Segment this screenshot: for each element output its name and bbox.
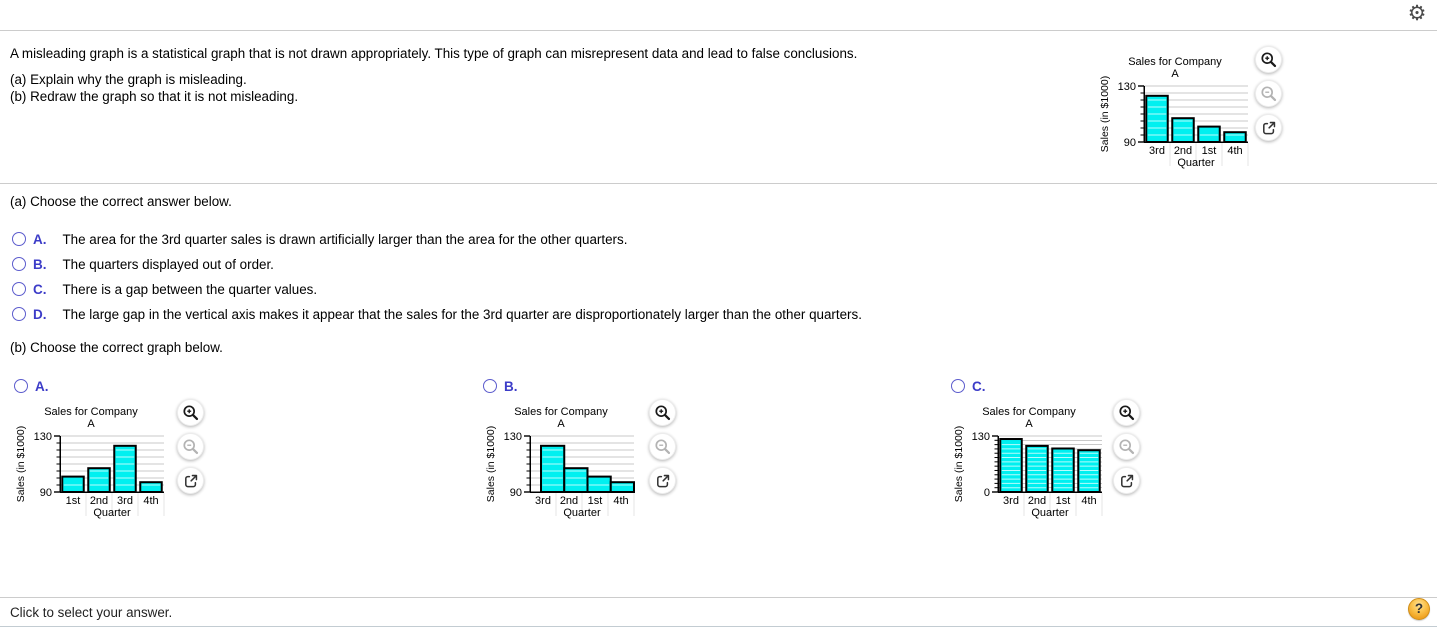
svg-text:Sales (in $1000): Sales (in $1000) bbox=[485, 425, 497, 503]
open-in-new-window-icon bbox=[655, 473, 671, 489]
zoom-in-button[interactable] bbox=[177, 399, 204, 426]
radio-button-c[interactable] bbox=[12, 282, 26, 296]
svg-text:Sales for Company: Sales for Company bbox=[44, 406, 138, 418]
zoom-in-button[interactable] bbox=[1255, 46, 1282, 73]
zoom-in-button[interactable] bbox=[1113, 399, 1140, 426]
zoom-out-icon bbox=[182, 438, 199, 455]
svg-text:Quarter: Quarter bbox=[1177, 157, 1215, 169]
svg-text:3rd: 3rd bbox=[117, 495, 133, 507]
graph-option-a[interactable] bbox=[10, 404, 174, 537]
graph-tools bbox=[1113, 399, 1140, 494]
svg-text:4th: 4th bbox=[613, 495, 629, 507]
open-in-new-window-button[interactable] bbox=[649, 467, 676, 494]
svg-text:Sales for Company: Sales for Company bbox=[982, 406, 1076, 418]
answer-option-d[interactable] bbox=[12, 307, 862, 322]
option-text: The quarters displayed out of order. bbox=[62, 257, 274, 272]
section-divider bbox=[0, 183, 1437, 184]
zoom-out-button[interactable] bbox=[649, 433, 676, 460]
svg-text:A: A bbox=[1171, 68, 1179, 80]
zoom-out-icon bbox=[1260, 85, 1277, 102]
footer-divider bbox=[0, 597, 1437, 598]
open-in-new-window-icon bbox=[1119, 473, 1135, 489]
section-b-prompt: (b) Choose the correct graph below. bbox=[10, 340, 223, 355]
graph-option-c-radio-row[interactable] bbox=[951, 379, 986, 394]
misleading-graph bbox=[1094, 54, 1258, 187]
open-in-new-window-button[interactable] bbox=[1113, 467, 1140, 494]
zoom-out-icon bbox=[654, 438, 671, 455]
svg-text:Sales (in $1000): Sales (in $1000) bbox=[953, 425, 965, 503]
option-text: The area for the 3rd quarter sales is drawn artificially larger than the area for the other quarters. bbox=[62, 232, 628, 247]
option-letter: B. bbox=[33, 257, 47, 272]
svg-text:Quarter: Quarter bbox=[563, 507, 601, 519]
svg-text:130: 130 bbox=[1117, 81, 1136, 93]
svg-text:A: A bbox=[557, 418, 565, 430]
svg-text:4th: 4th bbox=[1081, 495, 1097, 507]
zoom-in-icon bbox=[654, 404, 671, 421]
option-text: The large gap in the vertical axis makes it appear that the sales for the 3rd quarter are disproportionately larger than the other quarters. bbox=[62, 307, 862, 322]
zoom-out-button[interactable] bbox=[1255, 80, 1282, 107]
open-in-new-window-button[interactable] bbox=[1255, 114, 1282, 141]
svg-text:1st: 1st bbox=[65, 495, 81, 507]
svg-text:1st: 1st bbox=[1201, 145, 1217, 157]
zoom-in-button[interactable] bbox=[649, 399, 676, 426]
svg-text:130: 130 bbox=[503, 431, 522, 443]
option-letter: C. bbox=[33, 282, 47, 297]
zoom-in-icon bbox=[1260, 51, 1277, 68]
svg-text:130: 130 bbox=[971, 431, 990, 443]
radio-button-b[interactable] bbox=[12, 257, 26, 271]
option-letter: C. bbox=[972, 379, 986, 394]
header-divider bbox=[0, 30, 1437, 31]
svg-text:90: 90 bbox=[1123, 137, 1136, 149]
option-letter: A. bbox=[33, 232, 47, 247]
open-in-new-window-button[interactable] bbox=[177, 467, 204, 494]
radio-button-d[interactable] bbox=[12, 307, 26, 321]
zoom-out-button[interactable] bbox=[177, 433, 204, 460]
graph-option-b[interactable] bbox=[480, 404, 644, 537]
svg-text:90: 90 bbox=[39, 487, 52, 499]
zoom-in-icon bbox=[182, 404, 199, 421]
answer-option-a[interactable] bbox=[12, 232, 627, 247]
radio-button-graph-c[interactable] bbox=[951, 379, 965, 393]
radio-button-graph-b[interactable] bbox=[483, 379, 497, 393]
svg-text:2nd: 2nd bbox=[1173, 145, 1193, 157]
option-letter: A. bbox=[35, 379, 49, 394]
svg-text:2nd: 2nd bbox=[1027, 495, 1047, 507]
svg-text:Quarter: Quarter bbox=[1031, 507, 1069, 519]
svg-text:2nd: 2nd bbox=[89, 495, 109, 507]
svg-text:A: A bbox=[87, 418, 95, 430]
svg-text:2nd: 2nd bbox=[559, 495, 579, 507]
intro-item-a: (a) Explain why the graph is misleading. bbox=[10, 72, 247, 87]
graph-tools bbox=[177, 399, 204, 494]
answer-option-c[interactable] bbox=[12, 282, 317, 297]
svg-text:4th: 4th bbox=[143, 495, 159, 507]
radio-button-graph-a[interactable] bbox=[14, 379, 28, 393]
svg-text:0: 0 bbox=[983, 487, 990, 499]
zoom-out-button[interactable] bbox=[1113, 433, 1140, 460]
graph-tools bbox=[649, 399, 676, 494]
intro-item-b: (b) Redraw the graph so that it is not misleading. bbox=[10, 89, 299, 104]
panel-bottom-border bbox=[0, 626, 1437, 627]
svg-text:1st: 1st bbox=[587, 495, 603, 507]
question-mark-icon: ? bbox=[1414, 601, 1424, 616]
answer-option-b[interactable] bbox=[12, 257, 274, 272]
radio-button-a[interactable] bbox=[12, 232, 26, 246]
option-text: There is a gap between the quarter values. bbox=[62, 282, 318, 297]
svg-text:Sales (in $1000): Sales (in $1000) bbox=[15, 425, 27, 503]
svg-text:3rd: 3rd bbox=[1003, 495, 1019, 507]
help-button[interactable] bbox=[1408, 598, 1430, 620]
svg-text:Sales (in $1000): Sales (in $1000) bbox=[1099, 75, 1111, 153]
open-in-new-window-icon bbox=[183, 473, 199, 489]
svg-text:Quarter: Quarter bbox=[93, 507, 131, 519]
graph-tools bbox=[1255, 46, 1282, 141]
intro-text: A misleading graph is a statistical graph that is not drawn appropriately. This type of graph can misrepresent data and lead to false conclusions. bbox=[10, 46, 858, 61]
svg-text:3rd: 3rd bbox=[535, 495, 551, 507]
zoom-in-icon bbox=[1118, 404, 1135, 421]
section-a-prompt: (a) Choose the correct answer below. bbox=[10, 194, 232, 209]
open-in-new-window-icon bbox=[1261, 120, 1277, 136]
svg-text:90: 90 bbox=[509, 487, 522, 499]
svg-text:130: 130 bbox=[33, 431, 52, 443]
svg-text:Sales for Company: Sales for Company bbox=[514, 406, 608, 418]
gear-icon[interactable]: ⚙ bbox=[1405, 1, 1429, 25]
graph-option-a-radio-row[interactable] bbox=[14, 379, 49, 394]
option-letter: B. bbox=[504, 379, 518, 394]
footer-instruction: Click to select your answer. bbox=[10, 605, 173, 620]
graph-option-b-radio-row[interactable] bbox=[483, 379, 518, 394]
svg-text:3rd: 3rd bbox=[1149, 145, 1165, 157]
option-letter: D. bbox=[33, 307, 47, 322]
svg-text:4th: 4th bbox=[1227, 145, 1243, 157]
zoom-out-icon bbox=[1118, 438, 1135, 455]
svg-text:Sales for Company: Sales for Company bbox=[1128, 56, 1222, 68]
svg-text:1st: 1st bbox=[1055, 495, 1071, 507]
svg-text:A: A bbox=[1025, 418, 1033, 430]
graph-option-c[interactable] bbox=[948, 404, 1112, 537]
